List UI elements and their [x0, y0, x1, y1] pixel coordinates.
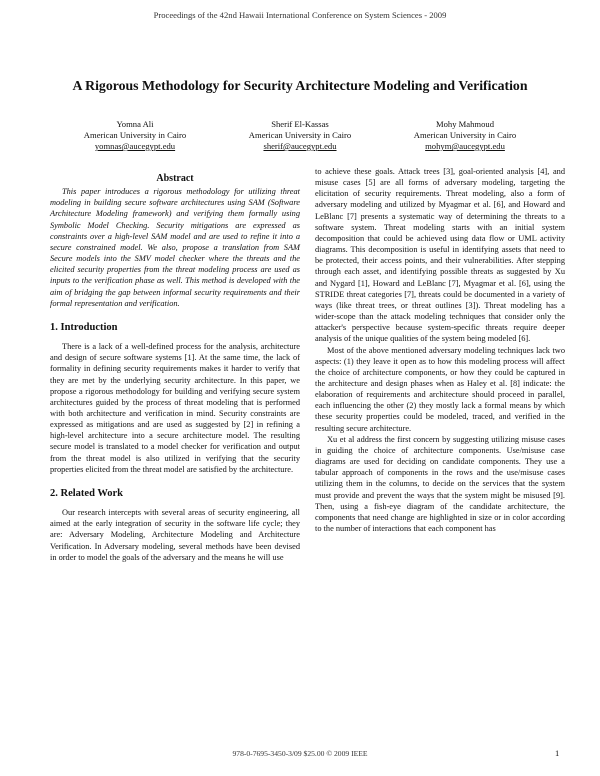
author-affiliation: American University in Cairo [413, 130, 517, 140]
author-block-3 [380, 119, 550, 152]
left-column [50, 173, 300, 563]
section-heading-introduction: 1. Introduction [50, 321, 118, 333]
related-work-text: Our research intercepts with several areas of security engineering, all aimed at the early integration of security in the software life cycle; they are: Adversary Modeling, Architecture Modeling and Architecture Verification. In Adversary modeling, several methods have been devised in order to model the goals of the adversary and the means he will use [50, 508, 300, 562]
paper-title: A Rigorous Methodology for Security Architecture Modeling and Verification [72, 78, 528, 93]
author-block-2 [215, 119, 385, 152]
author-name: Yomna Ali [116, 119, 154, 129]
paragraph: Most of the above mentioned adversary modeling techniques lack two aspects: (1) they leave it open as to how this modeling process will affect the choice of architecture components, or how they could be captured in the architecture and design phases when as Haley et al. [8] indicate: the elaboration of requirements and architecture should proceed in parallel, each influencing the other (2) they mostly lack a formal means by which these security properties could be modeled, traced, and verified in the resulting secure architecture. [315, 345, 565, 433]
section-heading-related-work: 2. Related Work [50, 487, 124, 499]
page-number: 1 [555, 748, 560, 758]
author-block-1 [50, 119, 220, 152]
author-affiliation: American University in Cairo [248, 130, 352, 140]
author-name: Mohy Mahmoud [435, 119, 494, 129]
author-email[interactable]: yomnas@aucegypt.edu [94, 141, 176, 151]
right-column [315, 166, 565, 534]
conference-header: Proceedings of the 42nd Hawaii International Conference on System Sciences - 2009 [153, 10, 447, 20]
author-affiliation: American University in Cairo [83, 130, 187, 140]
author-email[interactable]: sherif@aucegypt.edu [263, 141, 337, 151]
author-email[interactable]: mohym@aucegypt.edu [425, 141, 505, 151]
paragraph: to achieve these goals. Attack trees [3], goal-oriented analysis [4], and misuse cases [5] are all forms of adversary modeling, targeting the elicitation of security requirements. Threat modeling, also a form of adversary modeling and utilized by Myagmar et al. [6], and Howard and LeBlanc [7] presents a systematic way of determining the threats to a software system. Threat modeling starts with an initial system decomposition that could be achieved using data flow or UML activity diagrams. This decomposition is useful in identifying assets that need to be protected, their access points, and their vulnerabilities. After stepping through each asset, and identifying possible threats as suggested by Xu and Nygard [1], Howard and LeBlanc [7], Myagmar et al. [6], using the STRIDE threat categories [7], threats could be documented in a variety of ways (like threat trees, or threat outlines [3]). Threat modeling has a wider-scope than the attack modeling techniques that consider only the attacker's perspective because system-specific threats require deeper analysis of the unique qualities of the system being modeled [6]. [315, 167, 565, 344]
abstract-heading: Abstract [156, 173, 194, 184]
introduction-text: There is a lack of a well-defined process for the analysis, architecture and design of secure software systems [1]. At the same time, the lack of formality in defining security requirements makes it harder to verify that they are met by the underlying security architecture. In this paper, we propose a rigorous methodology for building and verifying secure system architectures guided by the process of threat modeling that is performed with both architecture and verification in mind. Security constraints are expressed as mitigations and are used as suggested by [2] in refining a high-level architecture into a secure architecture model. The resulting secure model is translated to a model checker for verification and output from the threat model is also utilized in verifying that the security properties elicited from the threat model are satisfied by the architecture. [50, 342, 300, 474]
abstract-text: This paper introduces a rigorous methodology for utilizing threat modeling in building secure software architectures using SAM (Software Architecture Modeling framework) and verifying them formally using Symbolic Model Checking. Security mitigations are expressed as constraints over a high-level SAM model and are used to refine it into a secure constrained model. We also, propose a translation from SAM Secure models into the SMV model checker where the threats and the elicited security properties from the threat modeling process are used as inputs to the verification phase as well. This method is developed with the aim of bridging the gap between informal security requirements and their formal representation and verification. [50, 187, 300, 308]
paragraph: Xu et al address the first concern by suggesting utilizing misuse cases in guiding the choice of architecture components. Use/misuse case diagrams are used for deciding on candidate components. They use a tabular approach of components in the rows and the use/misuse cases utilizing them in the columns, to decide on the services that the system must provide and prevent the ways that the system might be misused [9]. Then, using a fish-eye diagram of the candidate architecture, the components that need change are highlighted in size or in color according to the number of interactions that each component has [315, 434, 565, 533]
copyright-footer: 978-0-7695-3450-3/09 $25.00 © 2009 IEEE [232, 749, 368, 758]
author-name: Sherif El-Kassas [271, 119, 329, 129]
